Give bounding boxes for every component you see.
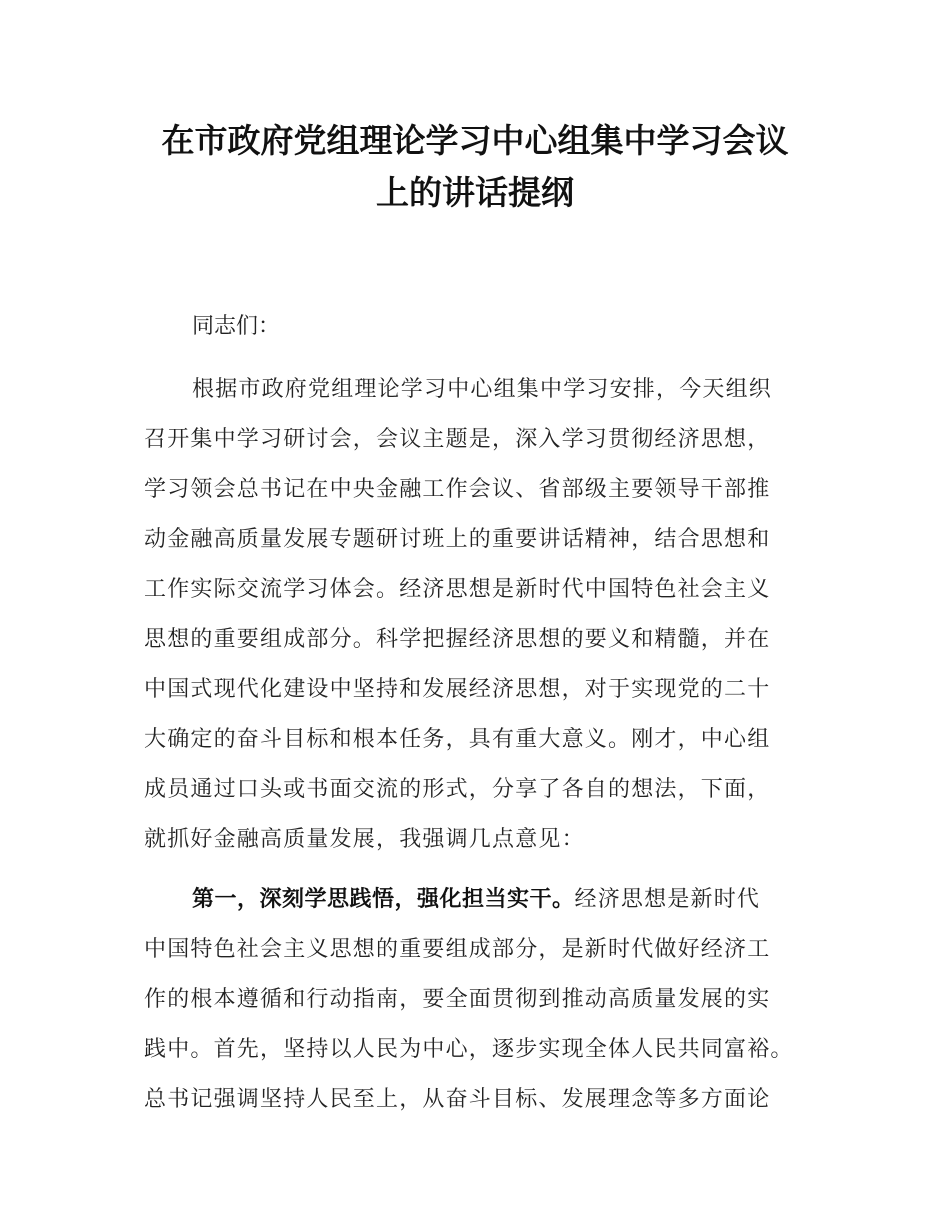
paragraph-1-line: 工作实际交流学习体会。经济思想是新时代中国特色社会主义 xyxy=(144,577,771,602)
paragraph-1-line: 根据市政府党组理论学习中心组集中学习安排，今天组织 xyxy=(192,377,773,402)
paragraph-1-line: 召开集中学习研讨会，会议主题是，深入学习贯彻经济思想， xyxy=(144,427,771,452)
paragraph-2-line: 践中。首先，坚持以人民为中心，逐步实现全体人民共同富裕。 xyxy=(144,1037,794,1062)
paragraph-1-line: 中国式现代化建设中坚持和发展经济思想，对于实现党的二十 xyxy=(144,677,771,702)
title-line-1: 在市政府党组理论学习中心组集中学习会议 xyxy=(161,121,789,160)
paragraph-1-line: 思想的重要组成部分。科学把握经济思想的要义和精髓，并在 xyxy=(144,627,771,652)
paragraph-1-line: 动金融高质量发展专题研讨班上的重要讲话精神，结合思想和 xyxy=(144,527,771,552)
paragraph-1-line: 就抓好金融高质量发展，我强调几点意见： xyxy=(144,827,585,852)
title-line-2: 上的讲话提纲 xyxy=(376,173,574,212)
paragraph-2-line: 中国特色社会主义思想的重要组成部分，是新时代做好经济工 xyxy=(144,937,771,962)
paragraph-2-lead: 第一，深刻学思践悟，强化担当实干。 xyxy=(192,887,575,912)
paragraph-2-first-rest: 经济思想是新时代 xyxy=(574,887,761,912)
paragraph-1-line: 学习领会总书记在中央金融工作会议、省部级主要领导干部推 xyxy=(144,477,771,502)
paragraph-1-line: 成员通过口头或书面交流的形式，分享了各自的想法，下面， xyxy=(144,777,771,802)
paragraph-2 xyxy=(144,875,844,1125)
paragraph-2-line: 总书记强调坚持人民至上，从奋斗目标、发展理念等多方面论 xyxy=(144,1087,771,1112)
salutation: 同志们： xyxy=(192,314,281,339)
paragraph-1-line: 大确定的奋斗目标和根本任务，具有重大意义。刚才，中心组 xyxy=(144,727,771,752)
paragraph-1 xyxy=(144,365,844,865)
paragraph-2-line: 作的根本遵循和行动指南，要全面贯彻到推动高质量发展的实 xyxy=(144,987,771,1012)
paragraph-2-first-line xyxy=(144,875,844,925)
document-title xyxy=(120,115,830,219)
